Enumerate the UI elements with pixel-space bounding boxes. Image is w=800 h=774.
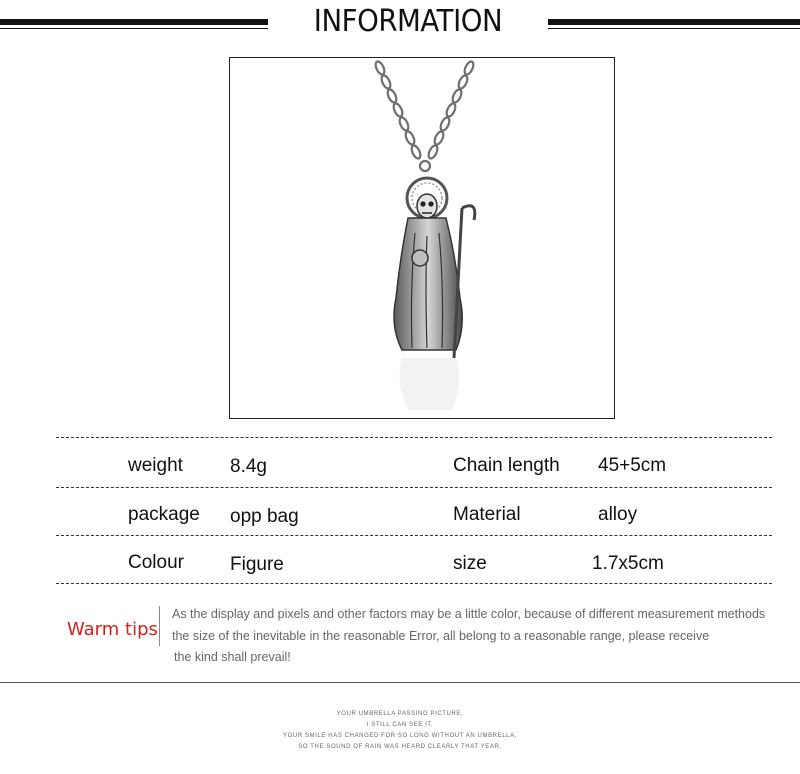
header-bar-left: [0, 19, 268, 25]
spec-value-weight: 8.4g: [230, 456, 267, 477]
spec-label-chain-length: Chain length: [453, 455, 560, 476]
spec-value-package: opp bag: [230, 506, 299, 527]
footer-text-line: SO THE SOUND OF RAIN WAS HEARD CLEARLY THAT YEAR.: [298, 744, 502, 750]
spec-value-chain-length: 45+5cm: [598, 455, 667, 476]
footer-divider: [0, 682, 800, 683]
page-title: INFORMATION: [313, 4, 503, 39]
spec-label-weight: weight: [128, 455, 183, 476]
spec-value-colour: Figure: [230, 554, 284, 575]
footer-text-line: I STILL CAN SEE IT,: [366, 722, 434, 728]
warm-tips-line: As the display and pixels and other factors may be a little color, because of different measurement methods: [172, 607, 766, 621]
warm-tips-label: Warm tips: [67, 619, 158, 640]
divider-line: [56, 535, 772, 536]
spec-label-size: size: [453, 553, 487, 574]
warm-tips-line: the kind shall prevail!: [174, 650, 291, 664]
footer-text-line: YOUR UMBRELLA PASSING PICTURE,: [336, 711, 464, 717]
section-header: [0, 0, 800, 50]
spec-label-package: package: [128, 504, 200, 525]
warm-tips-line: the size of the inevitable in the reasonable Error, all belong to a reasonable range, please receive: [172, 629, 710, 643]
spec-value-material: alloy: [598, 504, 638, 525]
header-bar-right: [548, 19, 800, 25]
spec-label-colour: Colour: [128, 552, 184, 573]
skeleton-figure-pendant-icon: [230, 58, 614, 418]
spec-label-material: Material: [453, 504, 521, 525]
warm-tips-divider: [159, 606, 160, 646]
footer-text-line: YOUR SMILE HAS CHANGED FOR SO LONG WITHOUT AN UMBRELLA,: [283, 733, 517, 739]
divider-line: [56, 583, 772, 584]
spec-value-size: 1.7x5cm: [592, 553, 664, 574]
product-photo: [229, 57, 615, 419]
divider-line: [56, 437, 772, 438]
divider-line: [56, 487, 772, 488]
